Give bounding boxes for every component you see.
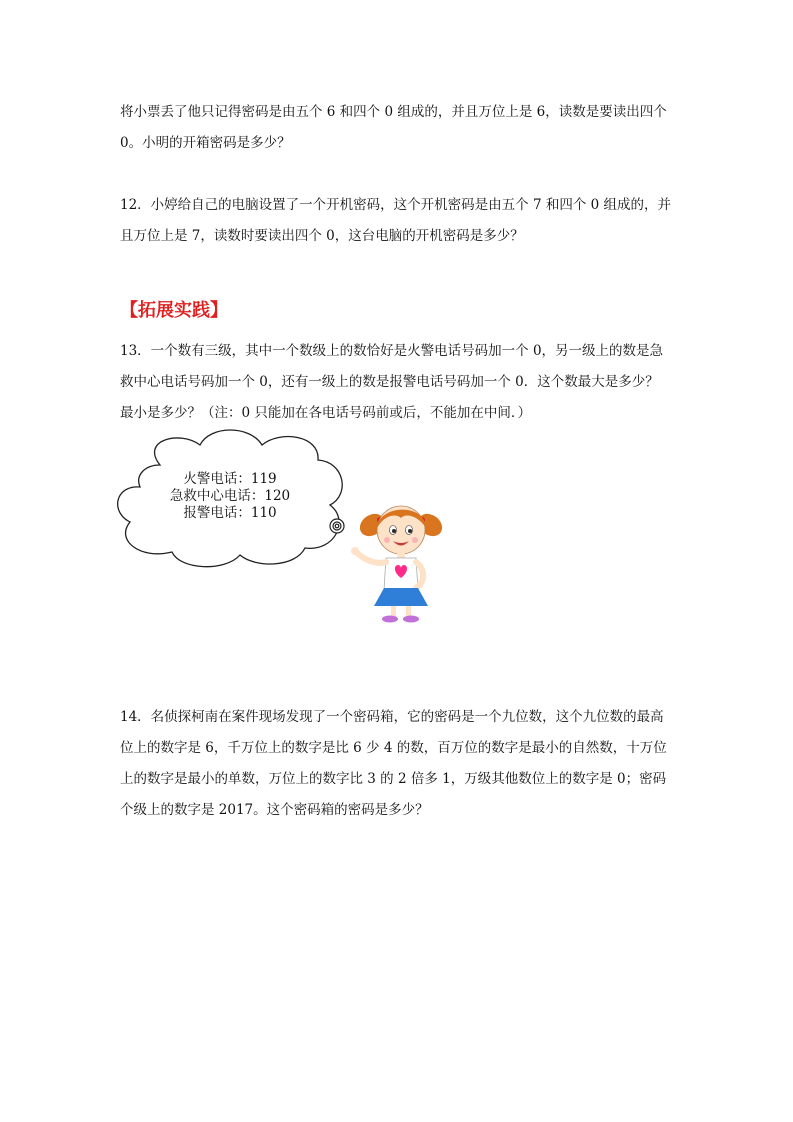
q12-line-1: 12．小婷给自己的电脑设置了一个开机密码，这个开机密码是由五个 7 和四个 0 组成的，并 [120,197,672,213]
thought-dots-icon [330,519,344,533]
q11-line-1: 将小票丢了他只记得密码是由五个 6 和四个 0 组成的，并且万位上是 6，读数是要读出四个 [120,104,667,120]
section-heading: 【拓展实践】 [120,300,228,321]
q13-line-2: 救中心电话号码加一个 0，还有一级上的数是报警电话号码加一个 0．这个数最大是多少？ [120,374,659,390]
bubble-text [150,471,310,522]
q12-line-2: 且万位上是 7，读数时要读出四个 0，这台电脑的开机密码是多少？ [120,228,524,244]
girl-cartoon-icon [351,506,446,623]
q11-line-2: 0。小明的开箱密码是多少？ [120,135,291,151]
q13-line-1: 13．一个数有三级，其中一个数级上的数恰好是火警电话号码加一个 0，另一级上的数是急 [120,343,664,359]
q14-line-2: 位上的数字是 6，千万位上的数字是比 6 少 4 的数，百万位的数字是最小的自然数，十万位 [120,740,667,756]
q14-line-4: 个级上的数字是 2017。这个密码箱的密码是多少？ [120,802,429,818]
question-14 [120,702,675,826]
bubble-line-emergency: 急救中心电话：120 [169,488,291,504]
q13-line-3: 最小是多少？（注：0 只能加在各电话号码前或后，不能加在中间．） [120,405,532,421]
q14-line-3: 上的数字是最小的单数，万位上的数字比 3 的 2 倍多 1，万级其他数位上的数字是 0；密码 [120,771,667,787]
q14-line-1: 14．名侦探柯南在案件现场发现了一个密码箱，它的密码是一个九位数，这个九位数的最高 [120,709,664,725]
bubble-line-fire: 火警电话：119 [183,471,277,487]
bubble-line-police: 报警电话：110 [183,505,277,521]
